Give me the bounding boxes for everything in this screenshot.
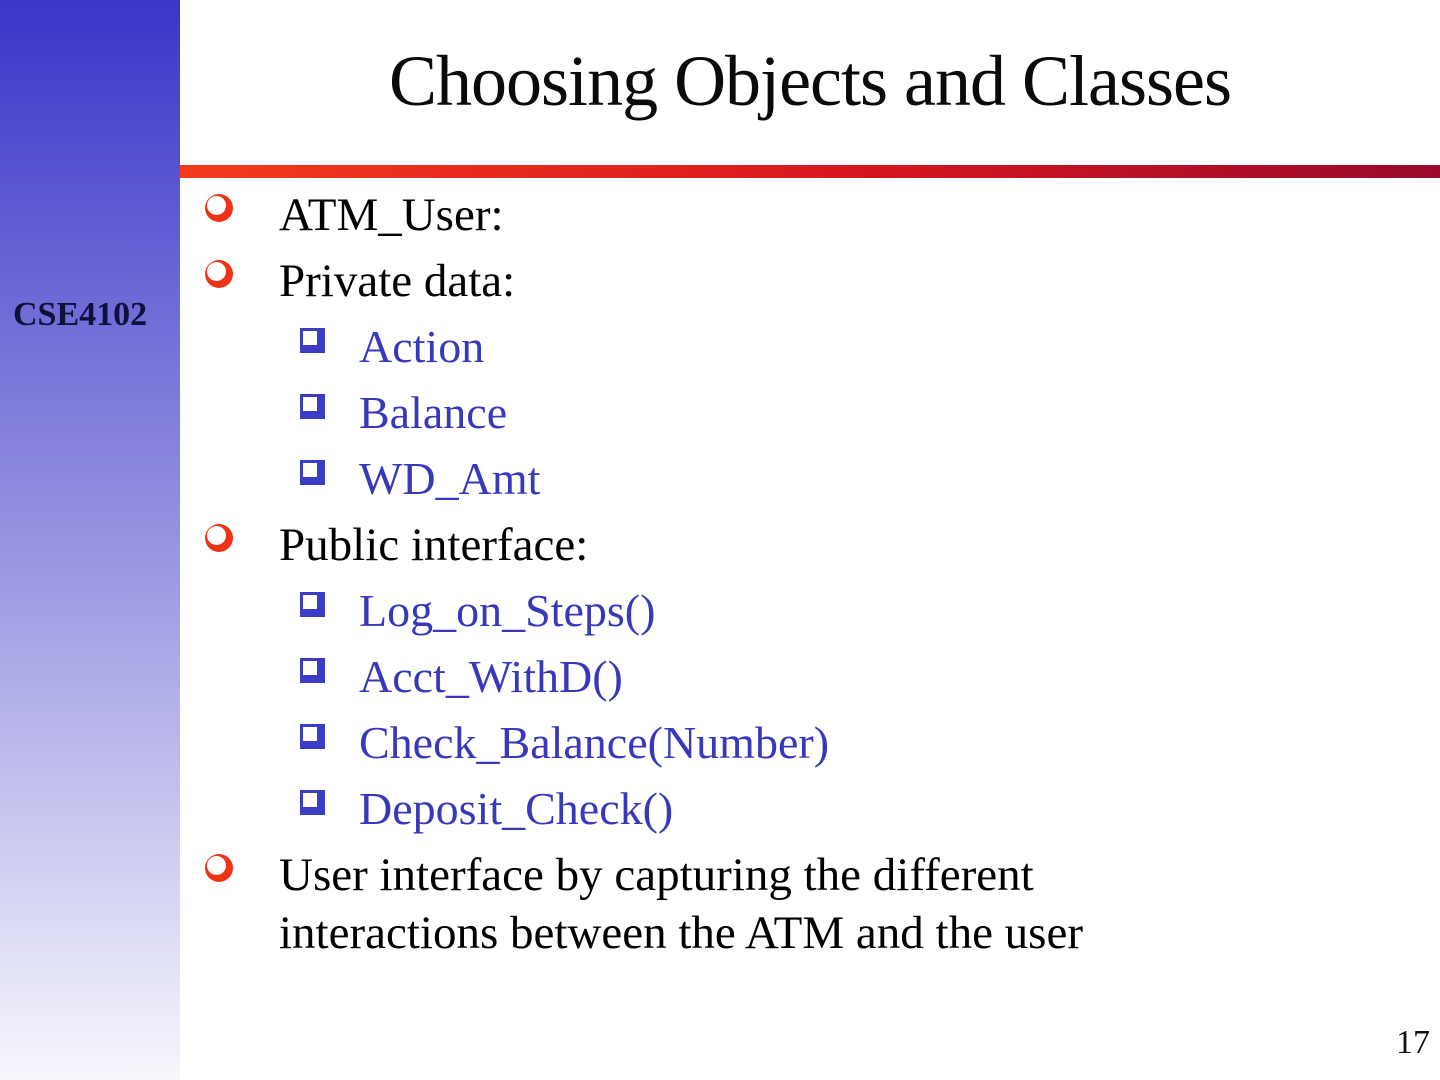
list-item: [180, 186, 1440, 252]
page-number: 17: [1396, 1024, 1430, 1061]
list-item-text: Check_Balance(Number): [359, 717, 830, 768]
list-item: [180, 648, 1440, 714]
list-item-text: WD_Amt: [359, 453, 541, 504]
list-item: [180, 714, 1440, 780]
list-item-text: Log_on_Steps(): [359, 585, 656, 636]
list-item-text: Balance: [359, 387, 508, 438]
list-item: [180, 384, 1440, 450]
red-circle-bullet-icon: [205, 194, 233, 222]
list-item: [180, 780, 1440, 846]
list-item-text: Public interface:: [279, 519, 589, 571]
list-item: [180, 252, 1440, 318]
list-item-text: Private data:: [279, 255, 516, 307]
course-code-label: CSE4102: [13, 296, 148, 333]
list-item-text: User interface by capturing the different interactions between the ATM and the user: [279, 849, 1083, 959]
list-item: [180, 516, 1440, 582]
red-circle-bullet-icon: [205, 524, 233, 552]
list-item: [180, 846, 1440, 962]
red-circle-bullet-icon: [205, 260, 233, 288]
red-circle-bullet-icon: [205, 854, 233, 882]
title-divider-rule: [180, 165, 1440, 178]
list-item-text: Action: [359, 321, 485, 372]
list-item: [180, 450, 1440, 516]
list-item: [180, 318, 1440, 384]
blue-square-bullet-icon: [300, 658, 325, 683]
blue-square-bullet-icon: [300, 328, 325, 353]
blue-square-bullet-icon: [300, 592, 325, 617]
list-item-text: Deposit_Check(): [359, 783, 674, 834]
list-item: [180, 582, 1440, 648]
list-item-text: ATM_User:: [279, 189, 504, 241]
bullet-list: [180, 186, 1440, 962]
blue-square-bullet-icon: [300, 460, 325, 485]
slide-title: Choosing Objects and Classes: [389, 41, 1231, 121]
blue-square-bullet-icon: [300, 394, 325, 419]
sidebar-gradient-bar: [0, 0, 180, 1080]
blue-square-bullet-icon: [300, 790, 325, 815]
blue-square-bullet-icon: [300, 724, 325, 749]
list-item-text: Acct_WithD(): [359, 651, 623, 702]
